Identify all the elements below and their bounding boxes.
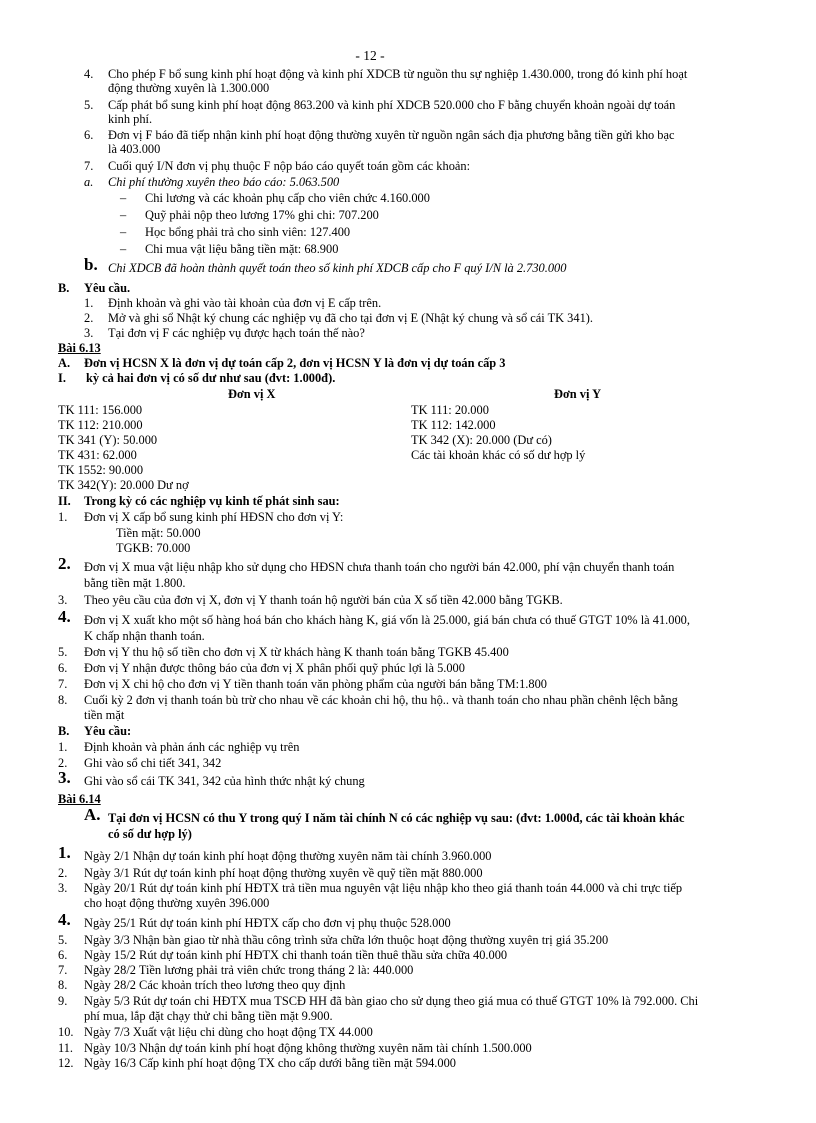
balance-x: TK 341 (Y): 50.000 xyxy=(58,433,158,447)
op1-sub-item: TGKB: 70.000 xyxy=(116,541,191,555)
exercise-title: Bài 6.14 xyxy=(58,792,101,806)
document-page: - 12 - 4. Cho phép F bổ sung kinh phí hoạt động và kinh phí XDCB từ nguồn thu sự nghiệp 1.430.000, trong đó kinh phí hoạt động thường xuyên là 1.300.000 5. Cấp phát bổ sung kinh phí hoạt động 863.200 và kinh phí XDCB 520.000 cho F bằng chuyển khoản ngoài dự toán kinh phí. 6. Đơn vị F báo đã tiếp nhận kinh phí hoạt động thường xuyên từ nguồn ngân sách địa phương bằng tiền gửi kho bạc là 403.000 7. Cuối quý I/N đơn vị phụ thuộc F nộp báo cáo quyết toán gồm các khoản: a. Chi phí thường xuyên theo báo cáo: 5.063.500 – Chi lương và các khoản phụ cấp cho viên chức 4.160.000 – Quỹ phải nộp theo lương 17% ghi chi: 707.200 – Học bổng phải trả cho sinh viên: 127.400 – Chi mua vật liệu bằng tiền mặt: 68.900 b. Chi XDCB đã hoàn thành quyết toán theo số kinh phí XDCB cấp cho F quý I/N là 2.730.000 B. Yêu cầu. 1. Định khoản và ghi vào tài khoản của đơn vị E cấp trên. 2. Mở và ghi sổ Nhật ký chung các nghiệp vụ đã cho tại đơn vị E (Nhật ký chung và sổ cái TK 341). 3. Tại đơn vị F các nghiệp vụ được hạch toán thế nào? Bài 6.13 A. Đơn vị HCSN X là đơn vị dự toán cấp 2, đơn vị HCSN Y là đơn vị dự toán cấp 3 I. kỳ cả hai đơn vị có số dư như sau (đvt: 1.000đ). Đơn vị X Đơn vị Y TK 111: 156.000 TK 112: 210.000 TK 341 (Y): 50.000 TK 431: 62.000 TK 1552: 90.000 TK 342(Y): 20.000 Dư nợ TK 111: 20.000 TK 112: 142.000 TK 342 (X): 20.000 (Dư có) Các tài khoản khác có số dư hợp lý II. Trong kỳ có các nghiệp vụ kinh tế phát sinh sau: 1. Đơn vị X cấp bổ sung kinh phí HĐSN cho đơn vị Y: Tiền mặt: 50.000 TGKB: 70.000 2. Đơn vị X mua vật liệu nhập kho sử dụng cho HĐSN chưa thanh toán cho người bán 42.000, phí vận chuyển thanh toán bằng tiền mặt 1.800. 3. Theo yêu cầu của đơn vị X, đơn vị Y thanh toán hộ người bán của X số tiền 42.000 bằng TGKB. 4. Đơn vị X xuất kho một số hàng hoá bán cho khách hàng K, giá vốn là 25.000, giá bán chưa có thuế GTGT 10% là 41.000, K chấp nhận thanh toán. 5. Đơn vị Y thu hộ số tiền cho đơn vị X từ khách hàng K thanh toán bằng TGKB 45.400 6. Đơn vị Y nhận được thông báo của đơn vị X phân phối quỹ phúc lợi là 5.000 7. Đơn vị X chi hộ cho đơn vị Y tiền thanh toán văn phòng phẩm của người bán bằng TM:1.800 8. Cuối kỳ 2 đơn vị thanh toán bù trừ cho nhau về các khoản chi hộ, thu hộ.. và thanh toán cho nhau phần chênh lệch bằng tiền mặt B. Yêu cầu: 1. Định khoản và phản ánh các nghiệp vụ trên 2. Ghi vào sổ chi tiết 341, 342 3. Ghi vào sổ cái TK 341, 342 của hình thức nhật ký chung Bài 6.14 A. Tại đơn vị HCSN có thu Y trong quý I năm tài chính N có các nghiệp vụ sau: (đvt: 1.000đ, các tài khoản khác có số dư hợp lý) 1. Ngày 2/1 Nhận dự toán kinh phí hoạt động thường xuyên năm tài chính 3.960.000 2. Ngày 3/1 Rút dự toán kinh phí hoạt động thường xuyên về quỹ tiền mặt 880.000 3. Ngày 20/1 Rút dự toán kinh phí HĐTX trả tiền mua nguyên vật liệu nhập kho theo giá thanh toán 44.000 và chi trực tiếp cho hoạt động thường xuyên 396.000 4. Ngày 25/1 Rút dự toán kinh phí HĐTX cấp cho đơn vị phụ thuộc 528.000 5. Ngày 3/3 Nhận bàn giao từ nhà thầu công trình sửa chữa lớn thuộc hoạt động thường xuyên trị giá 35.200 6. Ngày 15/2 Rút dự toán kinh phí HĐTX chi thanh toán tiền thuê thầu sửa chữa 40.000 7. Ngày 28/2 Tiền lương phải trả viên chức trong tháng 2 là: 440.000 8. Ngày 28/2 Các khoản trích theo lương theo quy định 9. Ngày 5/3 Rút dự toán chi HĐTX mua TSCĐ HH đã bàn giao cho sử dụng theo giá mua có thuế GTGT 10% là 792.000. Chi phí mua, lắp đặt chạy thử chi bằng tiền mặt 9.900. 10. Ngày 7/3 Xuất vật liệu chi dùng cho hoạt động TX 44.000 11. Ngày 10/3 Nhận dự toán kinh phí hoạt động không thường xuyên năm tài chính 1.500.000 12. Ngày 16/3 Cấp kinh phí hoạt động TX cho cấp dưới bằng tiền mặt 594.000 xyxy=(0,0,816,1123)
balance-x: TK 112: 210.000 xyxy=(58,418,143,432)
balance-y: TK 112: 142.000 xyxy=(411,418,496,432)
exercise-title: Bài 6.13 xyxy=(58,341,101,355)
op1-sub-item: Tiền mặt: 50.000 xyxy=(116,526,201,540)
balance-y: TK 342 (X): 20.000 (Dư có) xyxy=(411,433,552,447)
balance-x: TK 111: 156.000 xyxy=(58,403,143,417)
page-number: - 12 - xyxy=(355,48,385,63)
balance-y: Các tài khoản khác có số dư hợp lý xyxy=(411,448,586,462)
balance-x: TK 431: 62.000 xyxy=(58,448,137,462)
balance-y: TK 111: 20.000 xyxy=(411,403,489,417)
balance-x: TK 1552: 90.000 xyxy=(58,463,144,477)
balance-x: TK 342(Y): 20.000 Dư nợ xyxy=(58,478,189,492)
column-header-y: Đơn vị Y xyxy=(554,387,602,401)
column-header-x: Đơn vị X xyxy=(228,387,276,401)
